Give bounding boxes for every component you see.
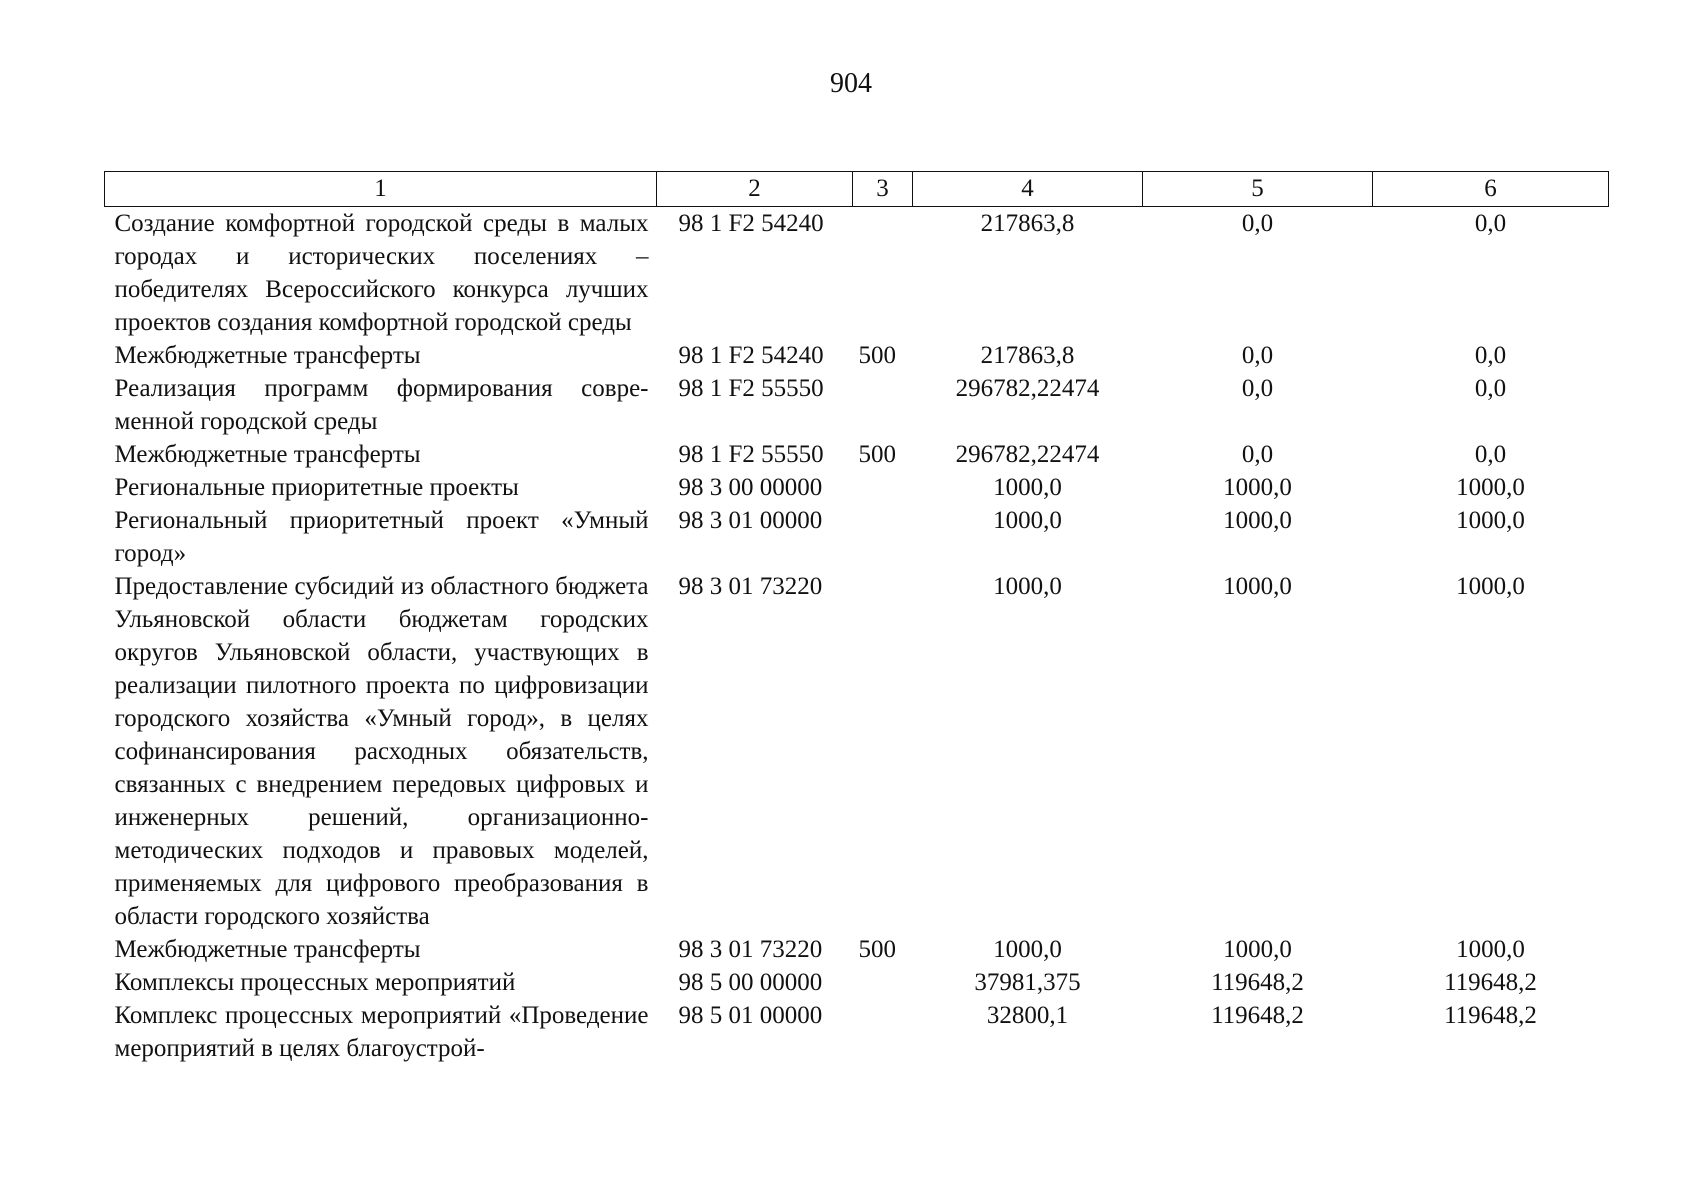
row-value-col4: 37981,375 [974, 969, 1081, 996]
row-expense-type: 500 [858, 342, 896, 369]
table-body [105, 207, 1609, 1066]
row-value-col5: 1000,0 [1223, 936, 1292, 963]
table-row [105, 504, 1609, 570]
row-value-col4: 1000,0 [993, 573, 1062, 600]
row-value-col6: 1000,0 [1456, 474, 1525, 501]
table-row [105, 933, 1609, 966]
table-row [105, 372, 1609, 438]
row-expense-type [853, 471, 913, 504]
row-name: Создание комфортной городской среды в малых городах и исторических поселениях – победителях Всероссийского конкурса лучших проектов создания комфортной городской среды [114, 210, 649, 336]
row-value-col4: 296782,22474 [955, 441, 1100, 468]
row-value-col6: 0,0 [1474, 441, 1507, 468]
row-value-col6: 0,0 [1474, 375, 1507, 402]
row-code: 98 1 F2 54240 [678, 210, 824, 237]
table-row [105, 966, 1609, 999]
row-value-col4: 32800,1 [986, 1002, 1069, 1029]
row-value-col4: 217863,8 [980, 210, 1075, 237]
row-value-col5: 119648,2 [1211, 969, 1304, 996]
row-value-col6: 0,0 [1474, 210, 1507, 237]
row-value-col5: 0,0 [1241, 375, 1274, 402]
row-expense-type [853, 504, 913, 570]
table-row [105, 570, 1609, 933]
column-header-4: 4 [913, 172, 1143, 207]
row-value-col6: 119648,2 [1444, 1002, 1537, 1029]
table-row [105, 207, 1609, 340]
row-name: Межбюджетные трансферты [114, 441, 421, 468]
row-value-col4: 1000,0 [993, 936, 1062, 963]
table-row [105, 438, 1609, 471]
column-header-6: 6 [1373, 172, 1609, 207]
row-name: Комплекс процессных мероприятий «Проведение мероприятий в целях благоустрой- [114, 1002, 649, 1062]
row-value-col5: 119648,2 [1211, 1002, 1304, 1029]
row-value-col5: 1000,0 [1223, 507, 1292, 534]
row-name: Комплексы процессных мероприятий [114, 969, 516, 996]
row-value-col6: 119648,2 [1444, 969, 1537, 996]
row-value-col4: 1000,0 [993, 474, 1062, 501]
row-value-col4: 1000,0 [993, 507, 1062, 534]
column-header-3: 3 [853, 172, 913, 207]
row-code: 98 1 F2 55550 [678, 375, 824, 402]
row-value-col4: 296782,22474 [955, 375, 1100, 402]
table-row [105, 471, 1609, 504]
row-expense-type: 500 [858, 936, 896, 963]
row-code: 98 3 01 73220 [678, 936, 823, 963]
row-value-col5: 1000,0 [1223, 474, 1292, 501]
row-code: 98 3 01 73220 [678, 573, 823, 600]
row-value-col5: 0,0 [1241, 210, 1274, 237]
budget-table [104, 171, 1609, 1065]
row-expense-type [853, 207, 913, 340]
page-number: 904 [830, 68, 872, 99]
row-value-col6: 1000,0 [1456, 936, 1525, 963]
row-expense-type: 500 [858, 441, 896, 468]
table-header-row [105, 172, 1609, 207]
row-value-col5: 0,0 [1241, 441, 1274, 468]
row-code: 98 3 00 00000 [678, 474, 823, 501]
row-expense-type [853, 372, 913, 438]
table-row [105, 999, 1609, 1065]
row-code: 98 5 01 00000 [678, 1002, 823, 1029]
row-code: 98 1 F2 54240 [678, 342, 824, 369]
row-name: Региональный приоритетный проект «Умный город» [114, 507, 649, 567]
row-value-col5: 0,0 [1241, 342, 1274, 369]
row-value-col5: 1000,0 [1223, 573, 1292, 600]
row-name: Реализация программ формирования современной городской среды [114, 375, 649, 435]
row-code: 98 5 00 00000 [678, 969, 823, 996]
row-expense-type [853, 966, 913, 999]
table-row [105, 339, 1609, 372]
row-name: Предоставление субсидий из областного бюджета Ульяновской области бюджетам городских округов Ульяновской области, участвующих в реализации пилотного проекта по цифровизации городского хозяйства «Умный город», в целях софинансирования расходных обязательств, связанных с внедрением передовых цифровых и инженерных решений, организационно-методических подходов и правовых моделей, применяемых для цифрового преобразования в области городского хозяйства [114, 573, 649, 930]
row-expense-type [853, 570, 913, 933]
row-value-col6: 1000,0 [1456, 507, 1525, 534]
row-code: 98 3 01 00000 [678, 507, 823, 534]
column-header-2: 2 [657, 172, 853, 207]
row-value-col6: 0,0 [1474, 342, 1507, 369]
column-header-5: 5 [1143, 172, 1373, 207]
row-name: Региональные приоритетные проекты [114, 474, 519, 501]
row-name: Межбюджетные трансферты [114, 342, 421, 369]
row-value-col6: 1000,0 [1456, 573, 1525, 600]
row-value-col4: 217863,8 [980, 342, 1075, 369]
row-name: Межбюджетные трансферты [114, 936, 421, 963]
column-header-1: 1 [105, 172, 657, 207]
row-expense-type [853, 999, 913, 1065]
row-code: 98 1 F2 55550 [678, 441, 824, 468]
